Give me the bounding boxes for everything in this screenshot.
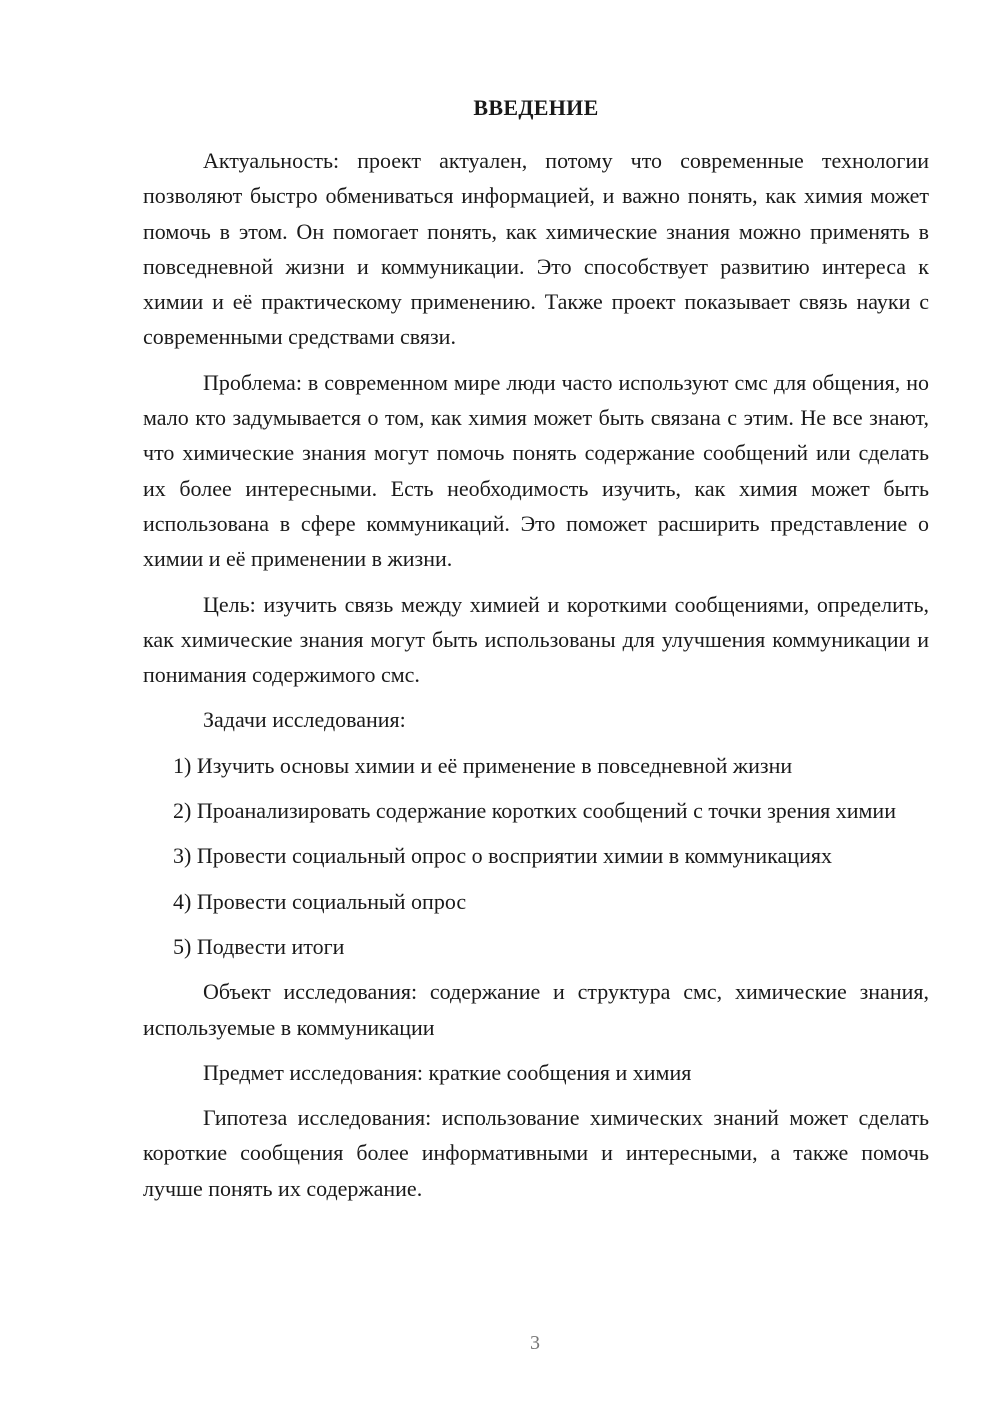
task-item-1: 1) Изучить основы химии и её применение в повседневной жизни bbox=[173, 752, 793, 778]
goal-paragraph: Цель: изучить связь между химией и короткими сообщениями, определить, как химические знания могут быть использованы для улучшения коммуникации и понимания содержимого смс. bbox=[143, 591, 929, 688]
document-page bbox=[143, 95, 929, 1216]
hypothesis-paragraph: Гипотеза исследования: использование химических знаний может сделать короткие сообщения более информативными и интересными, а также помочь лучше понять их содержание. bbox=[143, 1105, 929, 1201]
page-number: 3 bbox=[530, 1332, 540, 1354]
problem-paragraph: Проблема: в современном мире люди часто используют смс для общения, но мало кто задумывается о том, как химия может быть связана с этим. Не все знают, что химические знания могут помочь понять содержание сообщений или сделать их более интересными. Есть необходимость изучить, как химия может быть использована в сфере коммуникаций. Это поможет расширить представление о химии и её применении в жизни. bbox=[143, 369, 929, 572]
task-item-4: 4) Провести социальный опрос bbox=[173, 888, 467, 914]
task-item-5: 5) Подвести итоги bbox=[173, 933, 345, 959]
tasks-title: Задачи исследования: bbox=[203, 707, 406, 733]
task-item-3: 3) Провести социальный опрос о восприятии химии в коммуникациях bbox=[173, 843, 832, 869]
relevance-paragraph: Актуальность: проект актуален, потому что современные технологии позволяют быстро обмениваться информацией, и важно понять, как химия может помочь в этом. Он помогает понять, как химические знания можно применять в повседневной жизни и коммуникации. Это способствует развитию интереса к химии и её практическому применению. Также проект показывает связь науки с современными средствами связи. bbox=[143, 148, 929, 350]
task-item-2: 2) Проанализировать содержание коротких сообщений с точки зрения химии bbox=[173, 798, 896, 824]
page-title: ВВЕДЕНИЕ bbox=[473, 95, 599, 120]
object-paragraph: Объект исследования: содержание и структура смс, химические знания, используемые в коммуникации bbox=[143, 979, 929, 1040]
subject-paragraph: Предмет исследования: краткие сообщения и химия bbox=[203, 1059, 692, 1085]
